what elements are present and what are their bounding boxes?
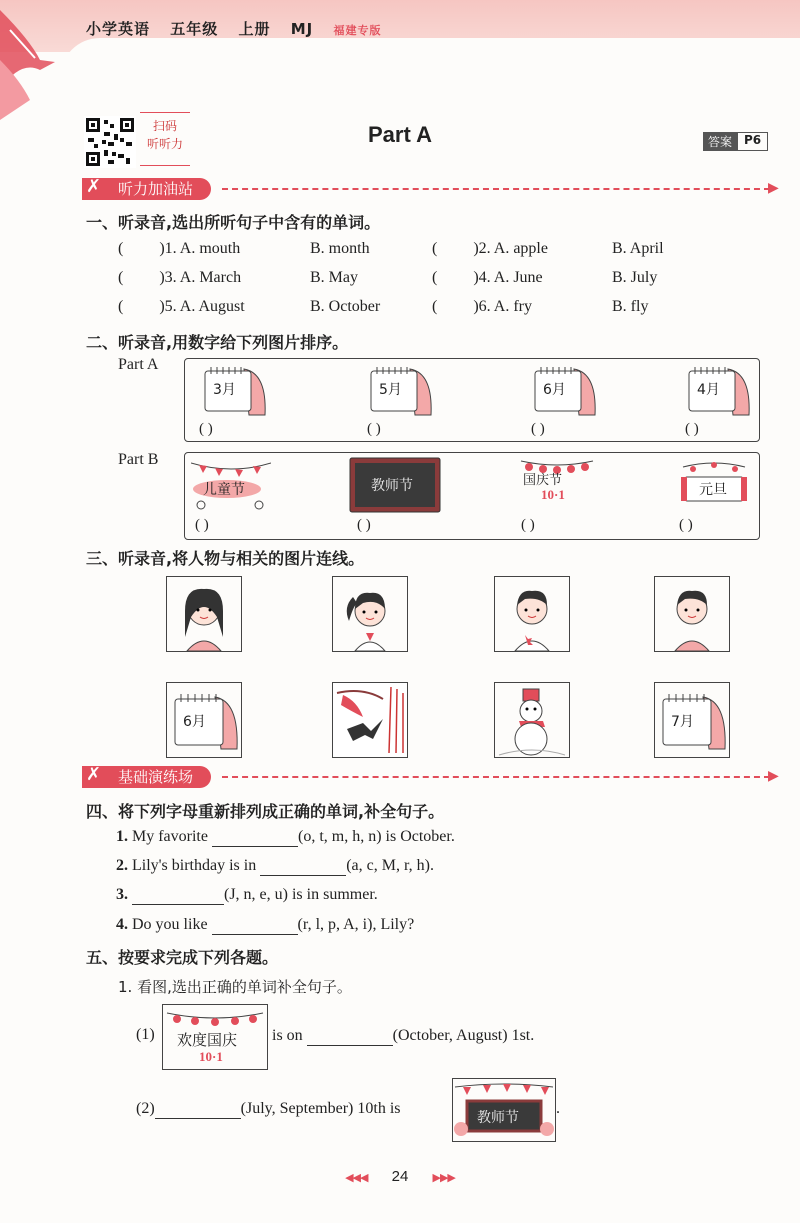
q1-item-option-b: B. July xyxy=(612,269,658,286)
calendar-june-picture[interactable] xyxy=(166,682,242,758)
answer-bracket[interactable]: ( ) xyxy=(521,517,535,533)
question-5-title: 五、按要求完成下列各题。 xyxy=(86,948,279,967)
q1-item-option-b: B. April xyxy=(612,240,664,257)
question-5-sub-1: 1. 看图,选出正确的单词补全句子。 xyxy=(118,978,352,996)
question-1-title: 一、听录音,选出所听句子中含有的单词。 xyxy=(86,213,381,232)
runner-icon: ✗ xyxy=(86,176,102,197)
q1-item-option-b: B. October xyxy=(310,298,381,315)
q1-item-1: ( )1. A. mouth xyxy=(118,240,241,257)
q4-sentence-4: 4. Do you like (r, l, p, A, i), Lily? xyxy=(116,916,415,933)
banner-label: 听力加油站 xyxy=(118,180,194,198)
q1-item-3: ( )3. A. March xyxy=(118,269,242,286)
book-edition: 福建专版 xyxy=(333,24,382,37)
q1-item-option-a: 5. A. August xyxy=(164,298,245,315)
q1-item-option-a: 6. A. fry xyxy=(478,298,532,315)
page-title: Part A xyxy=(368,122,432,147)
answer-blank[interactable] xyxy=(260,857,346,876)
q1-item-4: ( )4. A. June xyxy=(432,269,543,286)
q1-item-5: ( )5. A. August xyxy=(118,298,245,315)
answer-bracket[interactable]: ( ) xyxy=(199,421,213,437)
childrens-day-picture xyxy=(191,457,271,515)
answer-badge[interactable] xyxy=(703,132,768,151)
calendar-label: 4月 xyxy=(697,382,720,398)
book-volume: 上册 xyxy=(238,20,271,38)
answer-blank[interactable] xyxy=(155,1100,241,1119)
national-day-number: 10·1 xyxy=(541,487,565,502)
festival-label: 元旦 xyxy=(699,482,727,498)
q5-item-1-sentence: is on (October, August) 1st. xyxy=(272,1027,535,1044)
teachers-day-picture xyxy=(349,457,441,513)
book-grade: 五年级 xyxy=(170,20,219,38)
festival-label: 教师节 xyxy=(371,478,413,494)
q5-item-1-num: (1) xyxy=(136,1026,155,1043)
calendar-july-picture[interactable] xyxy=(654,682,730,758)
scan-tag-line1: 扫码 xyxy=(152,119,177,133)
calendar-label: 6月 xyxy=(183,714,206,730)
q4-sentence-2: 2. Lily's birthday is in (a, c, M, r, h). xyxy=(116,857,434,874)
picture-caption: 教师节 xyxy=(477,1110,519,1126)
q4-sentence-1: 1. My favorite (o, t, m, h, n) is October. xyxy=(116,828,455,845)
boy-1-picture[interactable] xyxy=(494,576,570,652)
part-a-box xyxy=(184,358,760,442)
q1-item-2: ( )2. A. apple xyxy=(432,240,548,257)
calendar-label: 5月 xyxy=(379,382,402,398)
section-banner-listening xyxy=(82,178,782,200)
calendar-label: 6月 xyxy=(543,382,566,398)
girl-1-picture[interactable] xyxy=(166,576,242,652)
swallow-willow-picture[interactable] xyxy=(332,682,408,758)
answer-blank[interactable] xyxy=(132,886,224,905)
arrow-right-icon: ▶ xyxy=(768,769,779,784)
calendar-march xyxy=(199,365,269,424)
q1-item-option-b: B. May xyxy=(310,269,358,286)
section-banner-practice xyxy=(82,766,782,788)
calendar-may xyxy=(365,365,435,424)
calendar-june xyxy=(529,365,599,424)
calendar-april xyxy=(683,365,753,424)
answer-bracket[interactable]: ( ) xyxy=(357,517,371,533)
q5-item-2-sentence: (2) (July, September) 10th is xyxy=(136,1100,401,1117)
question-3-title: 三、听录音,将人物与相关的图片连线。 xyxy=(86,549,365,568)
answer-bracket[interactable]: ( ) xyxy=(679,517,693,533)
page-footer xyxy=(0,1168,800,1185)
q1-item-option-a: 1. A. mouth xyxy=(164,240,241,257)
teachers-day-small-picture xyxy=(452,1078,556,1142)
girl-2-picture[interactable] xyxy=(332,576,408,652)
book-subject: 小学英语 xyxy=(86,20,151,38)
banner-dash-line xyxy=(222,188,770,190)
festival-label: 国庆节 xyxy=(523,473,563,488)
runner-icon: ✗ xyxy=(86,764,102,785)
pagoda-roof-illustration xyxy=(0,0,70,120)
q1-item-option-b: B. fly xyxy=(612,298,649,315)
q1-item-option-b: B. month xyxy=(310,240,370,257)
answer-blank[interactable] xyxy=(212,828,298,847)
answer-bracket[interactable]: ( ) xyxy=(367,421,381,437)
q1-item-option-a: 3. A. March xyxy=(164,269,242,286)
banner-label: 基础演练场 xyxy=(118,768,194,786)
part-b-label: Part B xyxy=(118,451,159,468)
answer-badge-page: P6 xyxy=(737,132,768,151)
part-b-box xyxy=(184,452,760,540)
national-day-picture xyxy=(517,455,597,513)
book-title xyxy=(86,18,396,39)
calendar-label: 3月 xyxy=(213,382,236,398)
picture-caption: 欢度国庆 xyxy=(177,1031,238,1049)
scan-tag-line2: 听听力 xyxy=(146,137,183,151)
question-4-title: 四、将下列字母重新排列成正确的单词,补全句子。 xyxy=(86,802,445,821)
answer-bracket[interactable]: ( ) xyxy=(195,517,209,533)
new-year-picture xyxy=(679,457,749,513)
calendar-label: 7月 xyxy=(671,714,694,730)
q1-item-option-a: 2. A. apple xyxy=(478,240,548,257)
answer-badge-label: 答案 xyxy=(703,132,737,151)
snowman-picture[interactable] xyxy=(494,682,570,758)
answer-bracket[interactable]: ( ) xyxy=(531,421,545,437)
answer-bracket[interactable]: ( ) xyxy=(685,421,699,437)
picture-number: 10·1 xyxy=(199,1049,223,1064)
q1-item-6: ( )6. A. fry xyxy=(432,298,532,315)
part-a-label: Part A xyxy=(118,356,159,373)
answer-blank[interactable] xyxy=(212,916,298,935)
header-curve xyxy=(60,38,800,78)
left-arrows-icon: ◀◀◀ xyxy=(345,1172,368,1184)
festival-label: 儿童节 xyxy=(203,482,245,498)
book-edition-code: MJ xyxy=(290,20,314,38)
national-day-celebration-picture xyxy=(162,1004,268,1070)
q1-item-option-a: 4. A. June xyxy=(478,269,543,286)
question-2-title: 二、听录音,用数字给下列图片排序。 xyxy=(86,333,349,352)
boy-2-picture[interactable] xyxy=(654,576,730,652)
banner-dash-line xyxy=(222,776,770,778)
arrow-right-icon: ▶ xyxy=(768,181,779,196)
page-number: 24 xyxy=(391,1168,409,1185)
q5-item-2-end: . xyxy=(556,1100,560,1117)
answer-blank[interactable] xyxy=(307,1027,393,1046)
q4-sentence-3: 3. (J, n, e, u) is in summer. xyxy=(116,886,378,903)
right-arrows-icon: ▶▶▶ xyxy=(432,1172,455,1184)
